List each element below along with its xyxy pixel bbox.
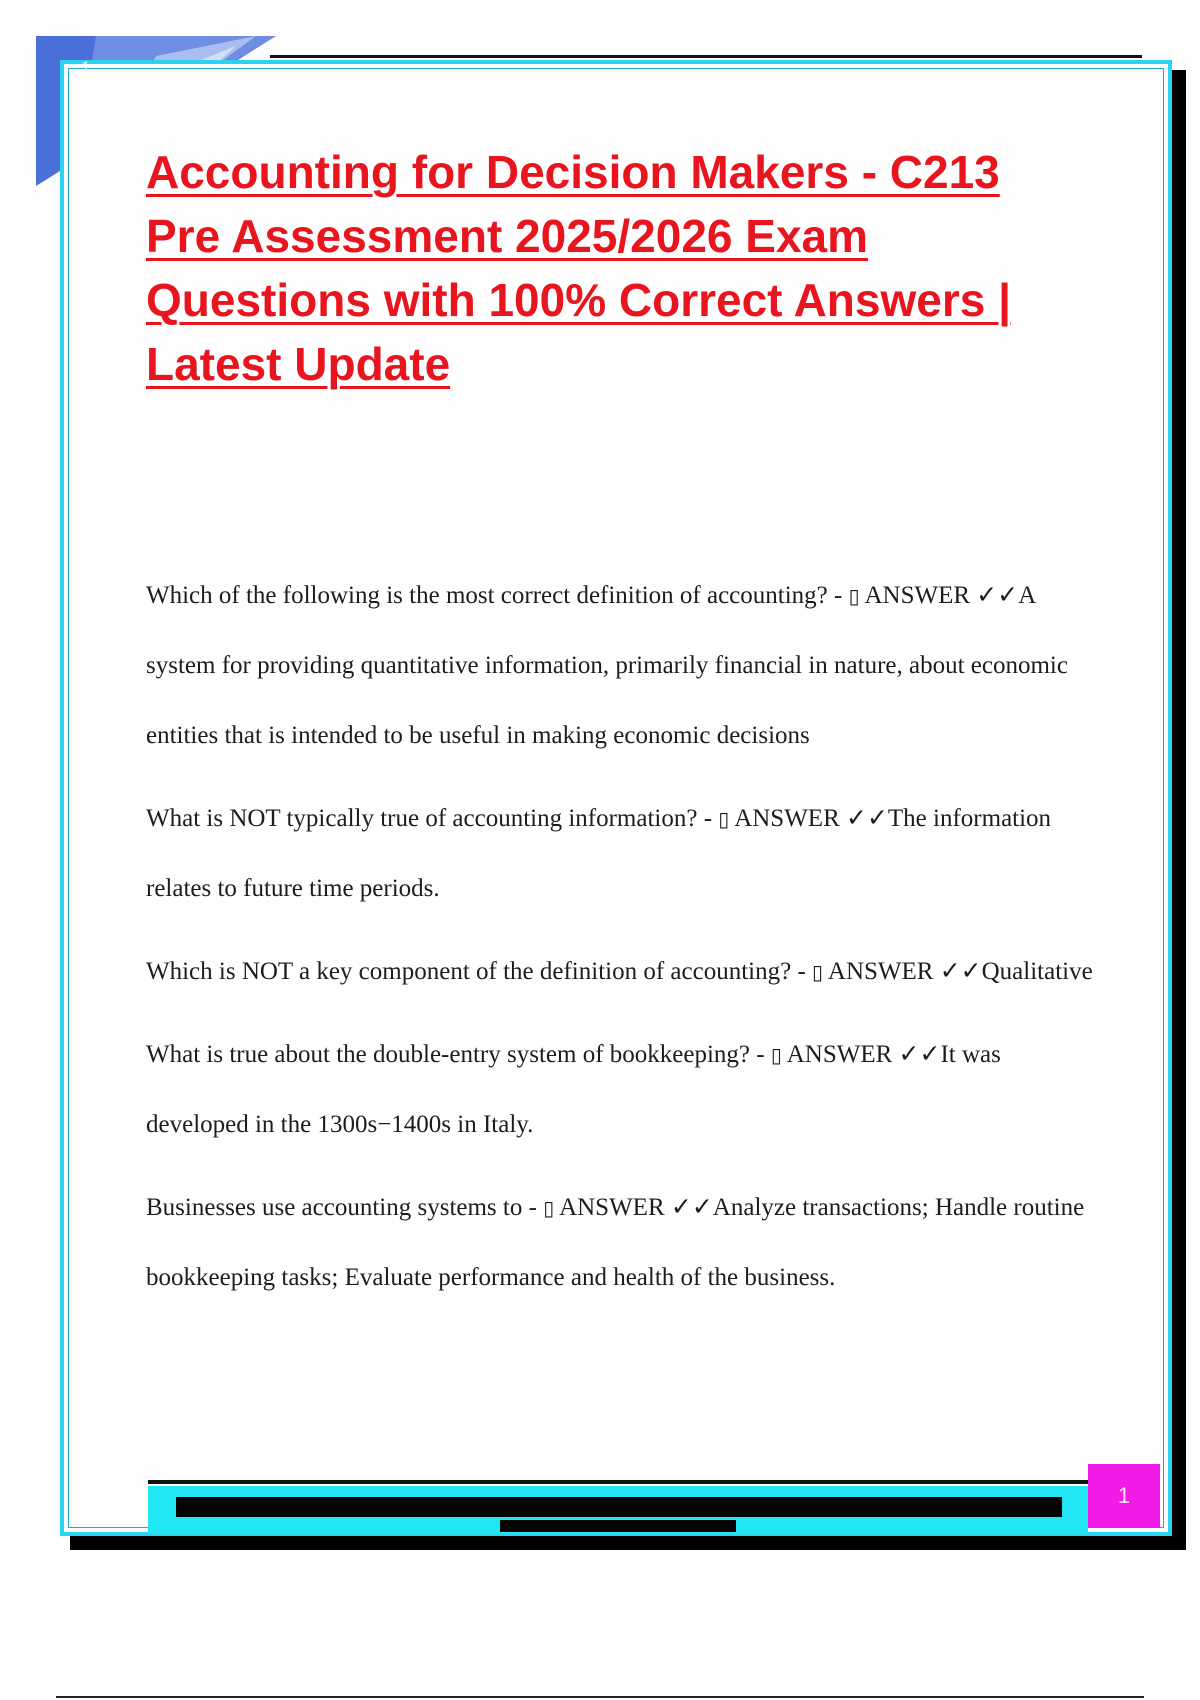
footer-black-subbar	[500, 1520, 736, 1532]
answer-label: ANSWER	[864, 582, 971, 609]
double-check-icon: ✓✓	[939, 956, 982, 985]
answer-text: A system for providing quantitative information, primarily financial in nature, about economic entities that is intended to be useful in making economic decisions	[146, 582, 1068, 749]
answer-label: ANSWER	[559, 1194, 665, 1221]
double-check-icon: ✓✓	[976, 580, 1019, 609]
qa-item	[146, 1172, 1096, 1313]
bottom-rule	[56, 1696, 1144, 1698]
page-marker: 1	[82, 58, 90, 74]
answer-marker-icon: ▯	[543, 1196, 555, 1220]
qa-item	[146, 1019, 1096, 1160]
question-text: What is true about the double-entry system of bookkeeping? -	[146, 1041, 765, 1068]
answer-text: Analyze transactions; Handle routine bookkeeping tasks; Evaluate performance and health of the business.	[146, 1194, 1085, 1291]
answer-text: Qualitative	[981, 958, 1093, 985]
qa-item	[146, 936, 1096, 1007]
answer-marker-icon: ▯	[770, 1043, 782, 1067]
footer-black-bar	[176, 1497, 1062, 1517]
answer-text: It was developed in the 1300s−1400s in Italy.	[146, 1041, 1001, 1138]
answer-marker-icon: ▯	[812, 960, 824, 984]
answer-marker-icon: ▯	[848, 584, 860, 608]
qa-item	[146, 560, 1096, 771]
question-text: Businesses use accounting systems to -	[146, 1194, 537, 1221]
question-text: Which of the following is the most correct definition of accounting? -	[146, 582, 843, 609]
document-title: Accounting for Decision Makers - C213 Pre Assessment 2025/2026 Exam Questions with 100% Correct Answers | Latest Update	[146, 146, 1011, 390]
double-check-icon: ✓✓	[898, 1039, 941, 1068]
top-rule	[270, 55, 1142, 58]
qa-item	[146, 783, 1096, 924]
footer-rule	[148, 1480, 1088, 1484]
question-text: Which is NOT a key component of the definition of accounting? -	[146, 958, 806, 985]
page-number-badge: 1	[1088, 1464, 1160, 1528]
answer-text: The information relates to future time periods.	[146, 805, 1052, 902]
double-check-icon: ✓✓	[846, 803, 888, 832]
answer-label: ANSWER	[786, 1041, 893, 1068]
double-check-icon: ✓✓	[670, 1192, 713, 1221]
question-text: What is NOT typically true of accounting information? -	[146, 805, 713, 832]
answer-marker-icon: ▯	[718, 807, 730, 831]
qa-list	[146, 560, 1096, 1325]
answer-label: ANSWER	[827, 958, 934, 985]
answer-label: ANSWER	[734, 805, 840, 832]
